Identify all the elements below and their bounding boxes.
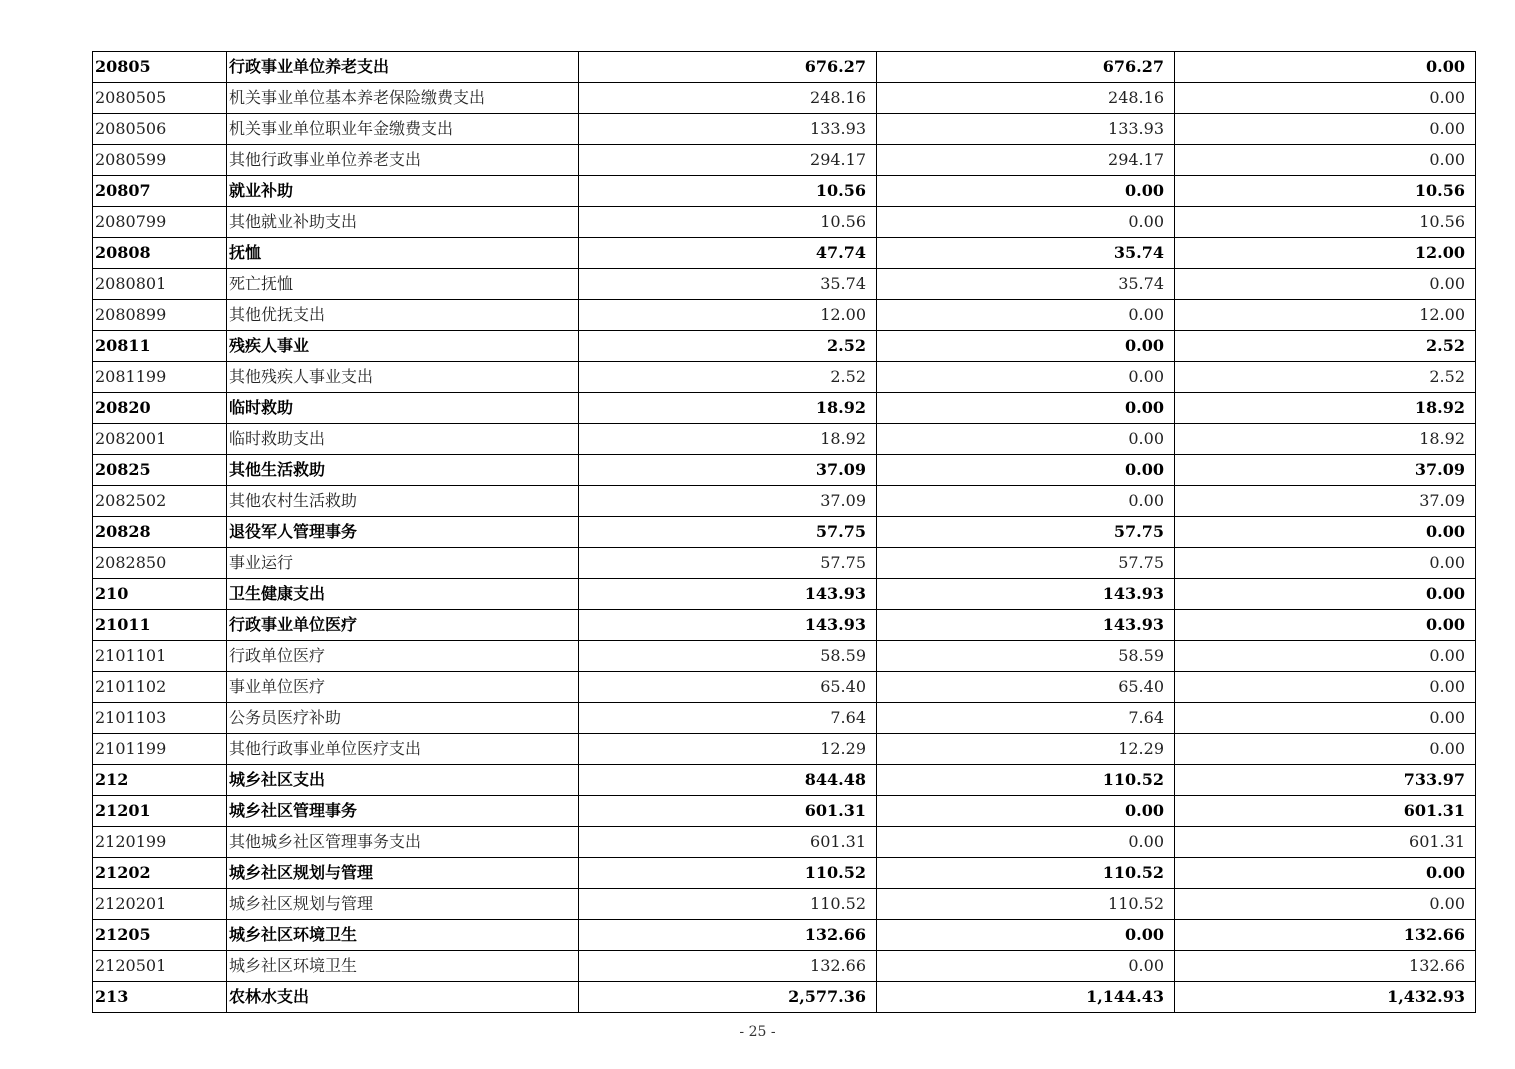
subject-name-cell: 残疾人事业	[227, 331, 579, 362]
total-amount-cell: 57.75	[579, 517, 877, 548]
subject-code-cell: 20807	[93, 176, 227, 207]
subject-code-cell: 2082850	[93, 548, 227, 579]
budget-expenditure-table	[92, 51, 1476, 1013]
project-expenditure-cell: 0.00	[1175, 734, 1476, 765]
basic-expenditure-cell: 35.74	[877, 238, 1175, 269]
project-expenditure-cell: 0.00	[1175, 672, 1476, 703]
basic-expenditure-cell: 57.75	[877, 548, 1175, 579]
subject-code-cell: 2082502	[93, 486, 227, 517]
subject-code-cell: 2080799	[93, 207, 227, 238]
basic-expenditure-cell: 12.29	[877, 734, 1175, 765]
basic-expenditure-cell: 7.64	[877, 703, 1175, 734]
basic-expenditure-cell: 0.00	[877, 393, 1175, 424]
subject-code-cell: 20805	[93, 52, 227, 83]
basic-expenditure-cell: 110.52	[877, 858, 1175, 889]
subject-name-cell: 城乡社区环境卫生	[227, 920, 579, 951]
project-expenditure-cell: 0.00	[1175, 889, 1476, 920]
project-expenditure-cell: 0.00	[1175, 269, 1476, 300]
subject-code-cell: 21011	[93, 610, 227, 641]
total-amount-cell: 143.93	[579, 579, 877, 610]
project-expenditure-cell: 132.66	[1175, 951, 1476, 982]
subject-code-cell: 21201	[93, 796, 227, 827]
table-row	[93, 176, 1476, 207]
table-row	[93, 734, 1476, 765]
project-expenditure-cell: 0.00	[1175, 858, 1476, 889]
total-amount-cell: 12.29	[579, 734, 877, 765]
table-row	[93, 145, 1476, 176]
table-row	[93, 207, 1476, 238]
table-row	[93, 455, 1476, 486]
basic-expenditure-cell: 35.74	[877, 269, 1175, 300]
table-row	[93, 827, 1476, 858]
table-row	[93, 331, 1476, 362]
subject-code-cell: 21205	[93, 920, 227, 951]
total-amount-cell: 844.48	[579, 765, 877, 796]
subject-code-cell: 213	[93, 982, 227, 1013]
table-row	[93, 486, 1476, 517]
subject-code-cell: 2101101	[93, 641, 227, 672]
subject-name-cell: 抚恤	[227, 238, 579, 269]
basic-expenditure-cell: 676.27	[877, 52, 1175, 83]
subject-code-cell: 20825	[93, 455, 227, 486]
total-amount-cell: 110.52	[579, 858, 877, 889]
basic-expenditure-cell: 0.00	[877, 796, 1175, 827]
table-row	[93, 951, 1476, 982]
subject-name-cell: 行政事业单位医疗	[227, 610, 579, 641]
subject-code-cell: 2080801	[93, 269, 227, 300]
total-amount-cell: 2.52	[579, 362, 877, 393]
basic-expenditure-cell: 0.00	[877, 455, 1175, 486]
total-amount-cell: 18.92	[579, 393, 877, 424]
subject-name-cell: 事业单位医疗	[227, 672, 579, 703]
subject-code-cell: 2101199	[93, 734, 227, 765]
basic-expenditure-cell: 294.17	[877, 145, 1175, 176]
subject-name-cell: 临时救助	[227, 393, 579, 424]
subject-name-cell: 死亡抚恤	[227, 269, 579, 300]
subject-code-cell: 2080599	[93, 145, 227, 176]
basic-expenditure-cell: 0.00	[877, 207, 1175, 238]
table-row	[93, 424, 1476, 455]
subject-code-cell: 2080899	[93, 300, 227, 331]
basic-expenditure-cell: 110.52	[877, 889, 1175, 920]
subject-name-cell: 机关事业单位职业年金缴费支出	[227, 114, 579, 145]
table-row	[93, 393, 1476, 424]
subject-code-cell: 2120501	[93, 951, 227, 982]
total-amount-cell: 57.75	[579, 548, 877, 579]
table-row	[93, 796, 1476, 827]
subject-name-cell: 卫生健康支出	[227, 579, 579, 610]
subject-name-cell: 其他农村生活救助	[227, 486, 579, 517]
subject-name-cell: 行政事业单位养老支出	[227, 52, 579, 83]
table-row	[93, 889, 1476, 920]
subject-name-cell: 其他生活救助	[227, 455, 579, 486]
subject-code-cell: 2101103	[93, 703, 227, 734]
table-row	[93, 238, 1476, 269]
total-amount-cell: 18.92	[579, 424, 877, 455]
project-expenditure-cell: 601.31	[1175, 827, 1476, 858]
basic-expenditure-cell: 143.93	[877, 579, 1175, 610]
table-row	[93, 672, 1476, 703]
project-expenditure-cell: 0.00	[1175, 703, 1476, 734]
subject-code-cell: 20828	[93, 517, 227, 548]
project-expenditure-cell: 601.31	[1175, 796, 1476, 827]
total-amount-cell: 37.09	[579, 486, 877, 517]
subject-name-cell: 城乡社区环境卫生	[227, 951, 579, 982]
project-expenditure-cell: 18.92	[1175, 393, 1476, 424]
basic-expenditure-cell: 0.00	[877, 424, 1175, 455]
total-amount-cell: 10.56	[579, 207, 877, 238]
basic-expenditure-cell: 0.00	[877, 331, 1175, 362]
project-expenditure-cell: 0.00	[1175, 579, 1476, 610]
subject-code-cell: 21202	[93, 858, 227, 889]
table-body	[93, 52, 1476, 1013]
subject-name-cell: 临时救助支出	[227, 424, 579, 455]
subject-name-cell: 就业补助	[227, 176, 579, 207]
project-expenditure-cell: 0.00	[1175, 610, 1476, 641]
subject-name-cell: 机关事业单位基本养老保险缴费支出	[227, 83, 579, 114]
table-row	[93, 517, 1476, 548]
table-row	[93, 703, 1476, 734]
page-number: - 25 -	[739, 1024, 776, 1040]
subject-code-cell: 2120199	[93, 827, 227, 858]
basic-expenditure-cell: 0.00	[877, 951, 1175, 982]
project-expenditure-cell: 37.09	[1175, 455, 1476, 486]
project-expenditure-cell: 0.00	[1175, 517, 1476, 548]
subject-name-cell: 事业运行	[227, 548, 579, 579]
table-row	[93, 548, 1476, 579]
total-amount-cell: 2,577.36	[579, 982, 877, 1013]
subject-name-cell: 城乡社区管理事务	[227, 796, 579, 827]
total-amount-cell: 294.17	[579, 145, 877, 176]
total-amount-cell: 676.27	[579, 52, 877, 83]
subject-code-cell: 20811	[93, 331, 227, 362]
table-row	[93, 765, 1476, 796]
basic-expenditure-cell: 1,144.43	[877, 982, 1175, 1013]
subject-name-cell: 其他残疾人事业支出	[227, 362, 579, 393]
subject-name-cell: 城乡社区规划与管理	[227, 858, 579, 889]
subject-name-cell: 退役军人管理事务	[227, 517, 579, 548]
table-row	[93, 641, 1476, 672]
table-row	[93, 579, 1476, 610]
project-expenditure-cell: 0.00	[1175, 52, 1476, 83]
subject-code-cell: 2120201	[93, 889, 227, 920]
subject-name-cell: 其他行政事业单位养老支出	[227, 145, 579, 176]
project-expenditure-cell: 0.00	[1175, 145, 1476, 176]
project-expenditure-cell: 10.56	[1175, 176, 1476, 207]
basic-expenditure-cell: 248.16	[877, 83, 1175, 114]
total-amount-cell: 7.64	[579, 703, 877, 734]
project-expenditure-cell: 12.00	[1175, 238, 1476, 269]
table-row	[93, 610, 1476, 641]
subject-code-cell: 20808	[93, 238, 227, 269]
project-expenditure-cell: 12.00	[1175, 300, 1476, 331]
table-row	[93, 858, 1476, 889]
total-amount-cell: 58.59	[579, 641, 877, 672]
total-amount-cell: 601.31	[579, 827, 877, 858]
project-expenditure-cell: 0.00	[1175, 548, 1476, 579]
subject-name-cell: 农林水支出	[227, 982, 579, 1013]
total-amount-cell: 132.66	[579, 920, 877, 951]
table-row	[93, 52, 1476, 83]
total-amount-cell: 47.74	[579, 238, 877, 269]
project-expenditure-cell: 733.97	[1175, 765, 1476, 796]
subject-code-cell: 20820	[93, 393, 227, 424]
basic-expenditure-cell: 143.93	[877, 610, 1175, 641]
table-row	[93, 920, 1476, 951]
total-amount-cell: 110.52	[579, 889, 877, 920]
table-row	[93, 300, 1476, 331]
subject-name-cell: 行政单位医疗	[227, 641, 579, 672]
subject-code-cell: 2081199	[93, 362, 227, 393]
basic-expenditure-cell: 0.00	[877, 362, 1175, 393]
project-expenditure-cell: 0.00	[1175, 641, 1476, 672]
table-row	[93, 362, 1476, 393]
total-amount-cell: 132.66	[579, 951, 877, 982]
project-expenditure-cell: 18.92	[1175, 424, 1476, 455]
subject-name-cell: 其他就业补助支出	[227, 207, 579, 238]
basic-expenditure-cell: 65.40	[877, 672, 1175, 703]
project-expenditure-cell: 132.66	[1175, 920, 1476, 951]
total-amount-cell: 12.00	[579, 300, 877, 331]
total-amount-cell: 65.40	[579, 672, 877, 703]
subject-name-cell: 其他优抚支出	[227, 300, 579, 331]
basic-expenditure-cell: 133.93	[877, 114, 1175, 145]
basic-expenditure-cell: 0.00	[877, 486, 1175, 517]
subject-code-cell: 2082001	[93, 424, 227, 455]
total-amount-cell: 37.09	[579, 455, 877, 486]
basic-expenditure-cell: 0.00	[877, 300, 1175, 331]
total-amount-cell: 2.52	[579, 331, 877, 362]
subject-name-cell: 城乡社区支出	[227, 765, 579, 796]
basic-expenditure-cell: 0.00	[877, 827, 1175, 858]
project-expenditure-cell: 10.56	[1175, 207, 1476, 238]
subject-code-cell: 212	[93, 765, 227, 796]
project-expenditure-cell: 2.52	[1175, 331, 1476, 362]
basic-expenditure-cell: 0.00	[877, 176, 1175, 207]
table-row	[93, 83, 1476, 114]
project-expenditure-cell: 2.52	[1175, 362, 1476, 393]
subject-name-cell: 其他城乡社区管理事务支出	[227, 827, 579, 858]
total-amount-cell: 143.93	[579, 610, 877, 641]
subject-name-cell: 其他行政事业单位医疗支出	[227, 734, 579, 765]
basic-expenditure-cell: 57.75	[877, 517, 1175, 548]
total-amount-cell: 133.93	[579, 114, 877, 145]
table-row	[93, 982, 1476, 1013]
basic-expenditure-cell: 58.59	[877, 641, 1175, 672]
total-amount-cell: 10.56	[579, 176, 877, 207]
subject-code-cell: 2101102	[93, 672, 227, 703]
basic-expenditure-cell: 0.00	[877, 920, 1175, 951]
project-expenditure-cell: 1,432.93	[1175, 982, 1476, 1013]
subject-code-cell: 2080506	[93, 114, 227, 145]
project-expenditure-cell: 0.00	[1175, 83, 1476, 114]
table-row	[93, 269, 1476, 300]
subject-code-cell: 2080505	[93, 83, 227, 114]
total-amount-cell: 35.74	[579, 269, 877, 300]
project-expenditure-cell: 37.09	[1175, 486, 1476, 517]
basic-expenditure-cell: 110.52	[877, 765, 1175, 796]
total-amount-cell: 601.31	[579, 796, 877, 827]
total-amount-cell: 248.16	[579, 83, 877, 114]
project-expenditure-cell: 0.00	[1175, 114, 1476, 145]
subject-name-cell: 城乡社区规划与管理	[227, 889, 579, 920]
subject-name-cell: 公务员医疗补助	[227, 703, 579, 734]
subject-code-cell: 210	[93, 579, 227, 610]
table-row	[93, 114, 1476, 145]
